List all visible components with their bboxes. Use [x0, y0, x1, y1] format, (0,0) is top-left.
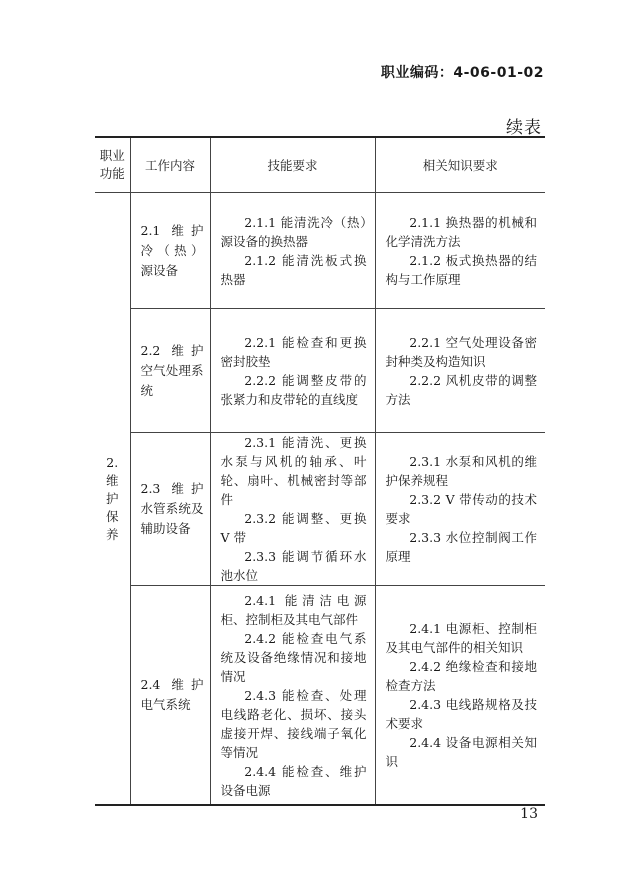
knowledge-cell	[375, 309, 545, 433]
work-content-cell: 2.2 维护 空气处理系 统	[130, 309, 210, 433]
knowledge-item: 2.4.3 电线路规格及技术要求	[385, 697, 537, 731]
skill-item: 2.3.3 能调节循环水池水位	[220, 549, 367, 583]
table-header-row	[95, 137, 545, 193]
knowledge-item: 2.4.4 设备电源相关知识	[385, 735, 537, 769]
skill-item: 2.2.1 能检查和更换密封胶垫	[220, 334, 367, 369]
function-title: 维护保养	[105, 473, 119, 542]
page-number: 13	[520, 806, 538, 822]
skills-table	[95, 136, 545, 806]
table-row	[95, 309, 545, 433]
knowledge-cell	[375, 193, 545, 309]
knowledge-cell	[375, 433, 545, 586]
knowledge-item: 2.1.1 换热器的机械和化学清洗方法	[385, 214, 537, 249]
knowledge-item: 2.2.2 风机皮带的调整方法	[385, 372, 537, 407]
header-work: 工作内容	[130, 137, 210, 193]
knowledge-item: 2.3.3 水位控制阀工作原理	[385, 530, 537, 564]
header-knowledge: 相关知识要求	[375, 137, 545, 193]
skill-item: 2.1.2 能清洗板式换热器	[220, 252, 367, 287]
knowledge-item: 2.4.2 绝缘检查和接地检查方法	[385, 659, 537, 693]
knowledge-item: 2.3.2 V 带传动的技术要求	[385, 492, 537, 526]
function-cell	[95, 193, 130, 806]
knowledge-item: 2.4.1 电源柜、控制柜及其电气部件的相关知识	[385, 621, 537, 655]
skills-cell	[210, 586, 375, 806]
table-row	[95, 193, 545, 309]
occupation-code: 职业编码：4-06-01-02	[380, 65, 544, 81]
skill-item: 2.4.1 能清洁电源柜、控制柜及其电气部件	[220, 592, 367, 627]
skills-cell	[210, 193, 375, 309]
knowledge-item: 2.3.1 水泵和风机的维护保养规程	[385, 454, 537, 488]
knowledge-cell	[375, 586, 545, 806]
work-content-cell: 2.4 维护 电气系统	[130, 586, 210, 806]
skill-item: 2.4.2 能检查电气系统及设备绝缘情况和接地情况	[220, 630, 367, 684]
table-row	[95, 586, 545, 806]
table-row	[95, 433, 545, 586]
skills-cell	[210, 309, 375, 433]
skill-item: 2.3.1 能清洗、更换水泵与风机的轴承、叶轮、扇叶、机械密封等部件	[220, 435, 367, 507]
knowledge-item: 2.1.2 板式换热器的结构与工作原理	[385, 252, 537, 287]
skill-item: 2.2.2 能调整皮带的张紧力和皮带轮的直线度	[220, 372, 367, 407]
work-content-cell: 2.1 维护 冷（热） 源设备	[130, 193, 210, 309]
header-skills: 技能要求	[210, 137, 375, 193]
function-number: 2.	[106, 455, 119, 470]
skill-item: 2.4.4 能检查、维护设备电源	[220, 763, 367, 798]
skill-item: 2.4.3 能检查、处理电线路老化、损坏、接头虚接开焊、接线端子氧化等情况	[220, 687, 367, 760]
continued-label: 续表	[506, 118, 542, 138]
work-content-cell: 2.3 维护 水管系统及 辅助设备	[130, 433, 210, 586]
skill-item: 2.1.1 能清洗冷（热）源设备的换热器	[220, 214, 367, 249]
knowledge-item: 2.2.1 空气处理设备密封种类及构造知识	[385, 334, 537, 369]
skill-item: 2.3.2 能调整、更换 V 带	[220, 511, 367, 545]
header-function: 职业功能	[95, 137, 130, 193]
skills-cell	[210, 433, 375, 586]
